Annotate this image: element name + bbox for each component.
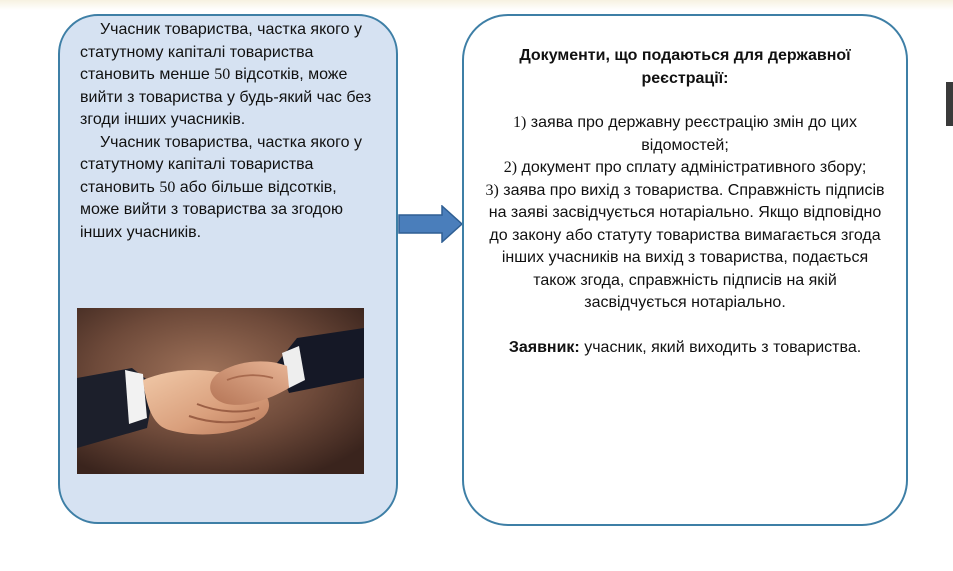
applicant-label: Заявник:	[508, 338, 580, 356]
document-item-3: 3) заява про вихід з товариства. Справжність підписів на заяві засвідчується нотаріально. Якщо відповідно до закону або статуту товариства вимагається згода інших учасників на вихід з товариства, подається також згода, справжність підписів на якій засвідчується нотаріально.	[485, 181, 885, 311]
top-decoration	[0, 0, 953, 10]
edge-decoration	[946, 82, 953, 126]
handshake-image	[77, 308, 364, 474]
left-paragraph-2-number: 50	[159, 178, 176, 196]
applicant-line	[480, 337, 890, 360]
right-arrow-icon	[398, 205, 464, 248]
document-item-1: 1) заява про державну реєстрацію змін до цих відомостей;	[513, 114, 857, 154]
documents-title: Документи, що подаються для державної реєстрації:	[519, 47, 851, 87]
right-panel-text	[480, 45, 890, 359]
left-paragraph-1: Учасник товариства, частка якого у статутному капіталі товариства становить менше 50 відсотків, може вийти з товариства у будь-який час без згоди інших учасників.	[80, 21, 372, 128]
document-item-2: 2) документ про сплату адміністративного збору;	[503, 159, 867, 176]
left-panel-text	[80, 19, 380, 244]
applicant-text: учасник, який виходить з товариства.	[579, 338, 862, 356]
left-paragraph-2: Учасник товариства, частка якого у статутному капіталі товариства становить 50 або більше відсотків, може вийти з товариства за згодою інших учасників.	[80, 133, 362, 241]
left-paragraph-1-number: 50	[214, 66, 231, 83]
